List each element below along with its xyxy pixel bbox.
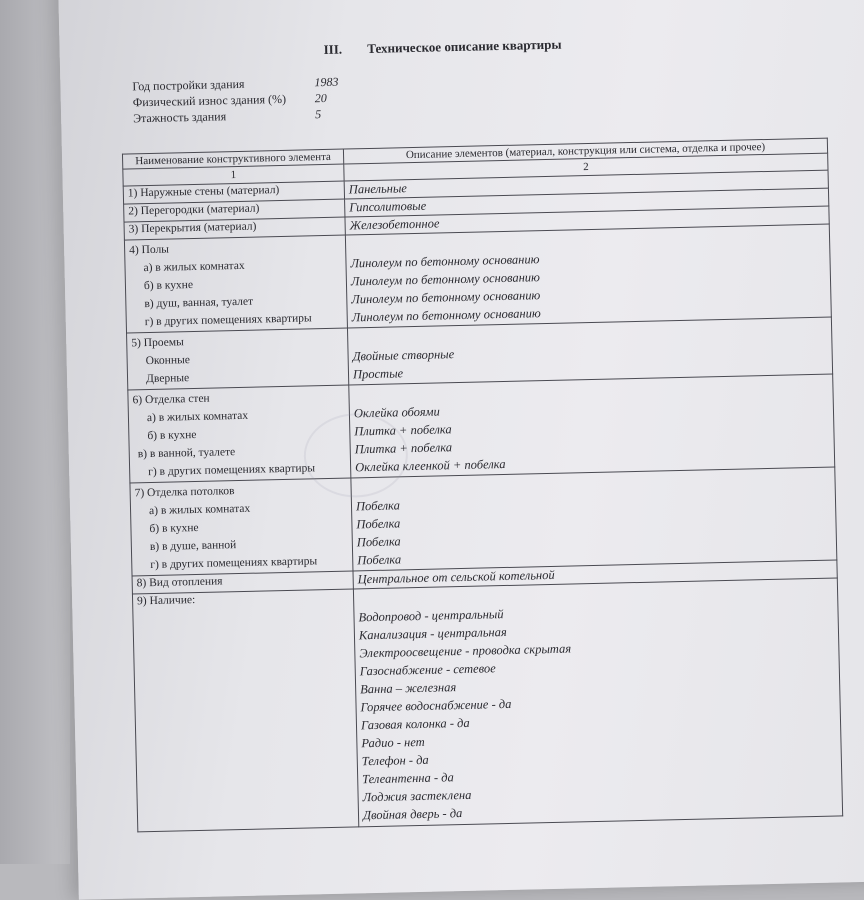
amenity: Телеантенна - да [362, 770, 454, 787]
amenity: Радио - нет [361, 734, 425, 751]
subitem: г) в других помещениях квартиры [144, 312, 312, 329]
section-title [323, 37, 561, 58]
group-title: 5) Проемы [131, 336, 184, 350]
subitem: в) душ, ванная, туалет [144, 295, 254, 311]
document-page [58, 0, 864, 900]
background-shadow [0, 0, 70, 864]
element-name: 2) Перегородки (материал) [124, 199, 345, 222]
column-header: Описание элементов (материал, конструкция или система, отделка и прочее) [343, 138, 827, 164]
info-label: Год постройки здания [132, 76, 245, 94]
building-info [132, 74, 339, 127]
table-row-walls [128, 374, 835, 483]
amenity: Лоджия застеклена [362, 787, 472, 805]
amenity: Газоснабжение - сетевое [359, 661, 496, 679]
info-value: 1983 [314, 74, 339, 90]
element-name: 1) Наружные стены (материал) [123, 181, 344, 204]
amenity: Электроосвещение - проводка скрытая [359, 641, 572, 661]
element-description: Гипсолитовые [345, 188, 829, 217]
amenity: Телефон - да [361, 752, 429, 769]
subitem: а) в жилых комнатах [143, 259, 245, 275]
element-description: Центральное от сельской котельной [353, 560, 837, 589]
amenity: Двойная дверь - да [362, 806, 463, 823]
table-row-ceilings [130, 467, 837, 576]
element-description: Линолеум по бетонному основанию [351, 306, 541, 325]
element-description: Побелка [355, 498, 401, 514]
subitem: б) в кухне [149, 521, 199, 536]
subitem: Оконные [145, 354, 190, 368]
amenity: Горячее водоснабжение - да [360, 696, 512, 715]
column-number: 2 [344, 153, 828, 181]
section-heading: Техническое описание квартиры [367, 36, 562, 56]
table-row-amenities [132, 578, 842, 832]
element-description: Двойные створные [352, 347, 455, 364]
element-description: Линолеум по бетонному основанию [350, 270, 541, 289]
element-description: Оклейка обоями [353, 404, 440, 421]
element-description: Плитка + побелка [354, 440, 453, 457]
info-value: 20 [314, 90, 327, 106]
element-name: 9) Наличие: [132, 589, 358, 832]
info-value: 5 [314, 107, 322, 122]
section-number: III. [323, 41, 343, 57]
group-title: 6) Отделка стен [132, 392, 210, 407]
group-title: 7) Отделка потолков [134, 485, 235, 500]
group-title: 4) Полы [129, 243, 170, 257]
subitem: б) в кухне [143, 279, 194, 293]
amenity: Канализация - центральная [358, 624, 507, 643]
amenity: Газовая колонка - да [360, 715, 470, 733]
elements-table [122, 138, 843, 833]
subitem: б) в кухне [147, 428, 197, 443]
element-description: Линолеум по бетонному основанию [351, 288, 541, 307]
subitem: Дверные [145, 372, 190, 386]
element-description: Линолеум по бетонному основанию [350, 252, 540, 271]
element-description: Железобетонное [345, 206, 829, 235]
column-number: 1 [123, 164, 344, 186]
element-description: Побелка [356, 534, 401, 550]
amenity: Водопровод - центральный [358, 607, 504, 625]
subitem: а) в жилых комнатах [146, 409, 249, 425]
element-description: Простые [352, 366, 404, 382]
info-label: Этажность здания [132, 109, 227, 126]
element-description: Плитка + побелка [354, 422, 452, 439]
amenity: Ванна – железная [360, 680, 457, 697]
info-row-floors [133, 106, 339, 127]
subitem: г) в других помещениях квартиры [148, 462, 316, 479]
subitem: г) в других помещениях квартиры [150, 555, 318, 572]
table-row-floors [124, 224, 831, 333]
element-description: Побелка [357, 552, 402, 568]
element-description: Оклейка клеенкой + побелка [354, 456, 506, 475]
subitem: в) в ванной, туалете [137, 446, 236, 461]
element-description: Панельные [344, 170, 828, 199]
element-description: Побелка [356, 516, 401, 532]
element-name: 8) Вид отопления [132, 571, 353, 594]
subitem: а) в жилых комнатах [148, 502, 251, 518]
element-name: 3) Перекрытия (материал) [124, 217, 345, 240]
column-header: Наименование конструктивного элемента [122, 149, 343, 169]
subitem: в) в душе, ванной [149, 539, 237, 554]
info-label: Физический износ здания (%) [132, 91, 287, 110]
